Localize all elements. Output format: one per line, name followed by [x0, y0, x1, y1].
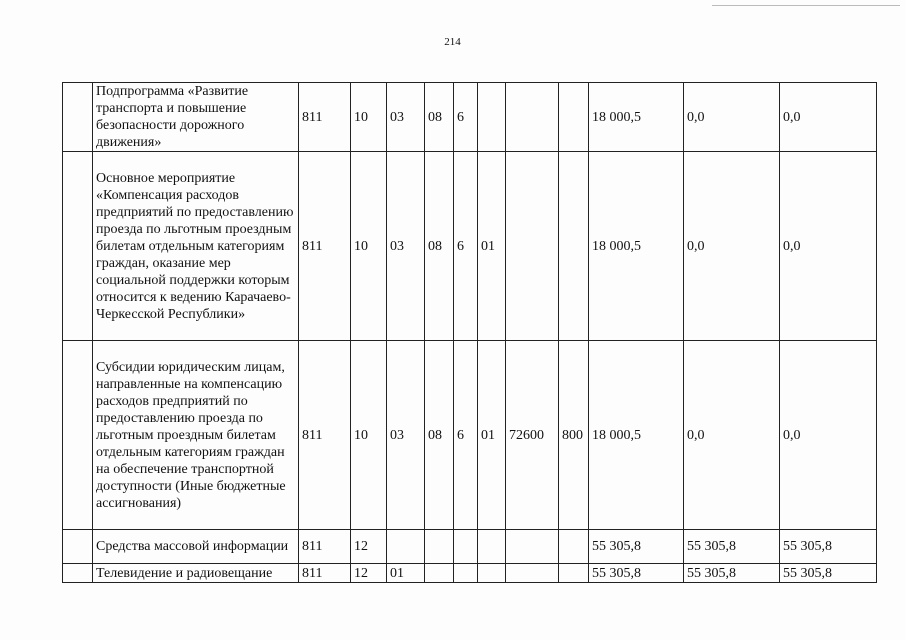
row-name-cell: Средства массовой информации [93, 530, 299, 564]
vr-code-cell [559, 152, 589, 341]
subprogram-code-cell [454, 530, 478, 564]
amount-year2-cell: 0,0 [684, 83, 780, 152]
row-name-cell: Телевидение и радиовещание [93, 564, 299, 583]
gr-code-cell: 811 [299, 152, 351, 341]
direction-code-cell: 72600 [506, 341, 559, 530]
budget-table [62, 82, 877, 583]
amount-year2-cell: 55 305,8 [684, 564, 780, 583]
rz-code-cell: 10 [351, 83, 387, 152]
amount-year1-cell: 18 000,5 [589, 83, 684, 152]
row-name-cell: Субсидии юридическим лицам, направленные на компенсацию расходов предприятий по предоставлению проезда по льготным проездным билетам отдельным категориям граждан на обеспечение транспортной доступности (Иные бюджетные ассигнования) [93, 341, 299, 530]
program-code-cell [425, 530, 454, 564]
gr-code-cell: 811 [299, 83, 351, 152]
blank-cell [63, 83, 93, 152]
program-code-cell: 08 [425, 83, 454, 152]
subprogram-code-cell: 6 [454, 83, 478, 152]
amount-year1-cell: 18 000,5 [589, 341, 684, 530]
table-row [63, 564, 877, 583]
rz-code-cell: 10 [351, 152, 387, 341]
amount-year2-cell: 0,0 [684, 341, 780, 530]
direction-code-cell [506, 152, 559, 341]
amount-year1-cell: 55 305,8 [589, 564, 684, 583]
amount-year1-cell: 55 305,8 [589, 530, 684, 564]
vr-code-cell: 800 [559, 341, 589, 530]
row-name-cell: Основное мероприятие «Компенсация расходов предприятий по предоставлению проезда по льготным проездным билетам отдельным категориям граждан, оказание мер социальной поддержки которым относится к ведению Карачаево-Черкесской Республики» [93, 152, 299, 341]
blank-cell [63, 530, 93, 564]
row-name-cell: Подпрограмма «Развитие транспорта и повышение безопасности дорожного движения» [93, 83, 299, 152]
table-row [63, 530, 877, 564]
subprogram-code-cell [454, 564, 478, 583]
program-code-cell: 08 [425, 341, 454, 530]
pr-code-cell: 03 [387, 83, 425, 152]
pr-code-cell: 03 [387, 152, 425, 341]
event-code-cell [478, 530, 506, 564]
amount-year3-cell: 0,0 [780, 152, 877, 341]
pr-code-cell: 01 [387, 564, 425, 583]
scan-edge-line [712, 5, 900, 6]
amount-year2-cell: 55 305,8 [684, 530, 780, 564]
amount-year2-cell: 0,0 [684, 152, 780, 341]
amount-year3-cell: 55 305,8 [780, 564, 877, 583]
event-code-cell [478, 564, 506, 583]
subprogram-code-cell: 6 [454, 152, 478, 341]
event-code-cell: 01 [478, 152, 506, 341]
vr-code-cell [559, 83, 589, 152]
gr-code-cell: 811 [299, 341, 351, 530]
subprogram-code-cell: 6 [454, 341, 478, 530]
blank-cell [63, 341, 93, 530]
pr-code-cell [387, 530, 425, 564]
table-row [63, 341, 877, 530]
gr-code-cell: 811 [299, 564, 351, 583]
rz-code-cell: 12 [351, 530, 387, 564]
gr-code-cell: 811 [299, 530, 351, 564]
page-number: 214 [444, 36, 461, 48]
vr-code-cell [559, 530, 589, 564]
direction-code-cell [506, 83, 559, 152]
amount-year3-cell: 55 305,8 [780, 530, 877, 564]
direction-code-cell [506, 564, 559, 583]
blank-cell [63, 152, 93, 341]
rz-code-cell: 12 [351, 564, 387, 583]
program-code-cell: 08 [425, 152, 454, 341]
table-row [63, 152, 877, 341]
blank-cell [63, 564, 93, 583]
amount-year1-cell: 18 000,5 [589, 152, 684, 341]
rz-code-cell: 10 [351, 341, 387, 530]
amount-year3-cell: 0,0 [780, 341, 877, 530]
program-code-cell [425, 564, 454, 583]
amount-year3-cell: 0,0 [780, 83, 877, 152]
direction-code-cell [506, 530, 559, 564]
event-code-cell: 01 [478, 341, 506, 530]
vr-code-cell [559, 564, 589, 583]
pr-code-cell: 03 [387, 341, 425, 530]
table-row [63, 83, 877, 152]
event-code-cell [478, 83, 506, 152]
